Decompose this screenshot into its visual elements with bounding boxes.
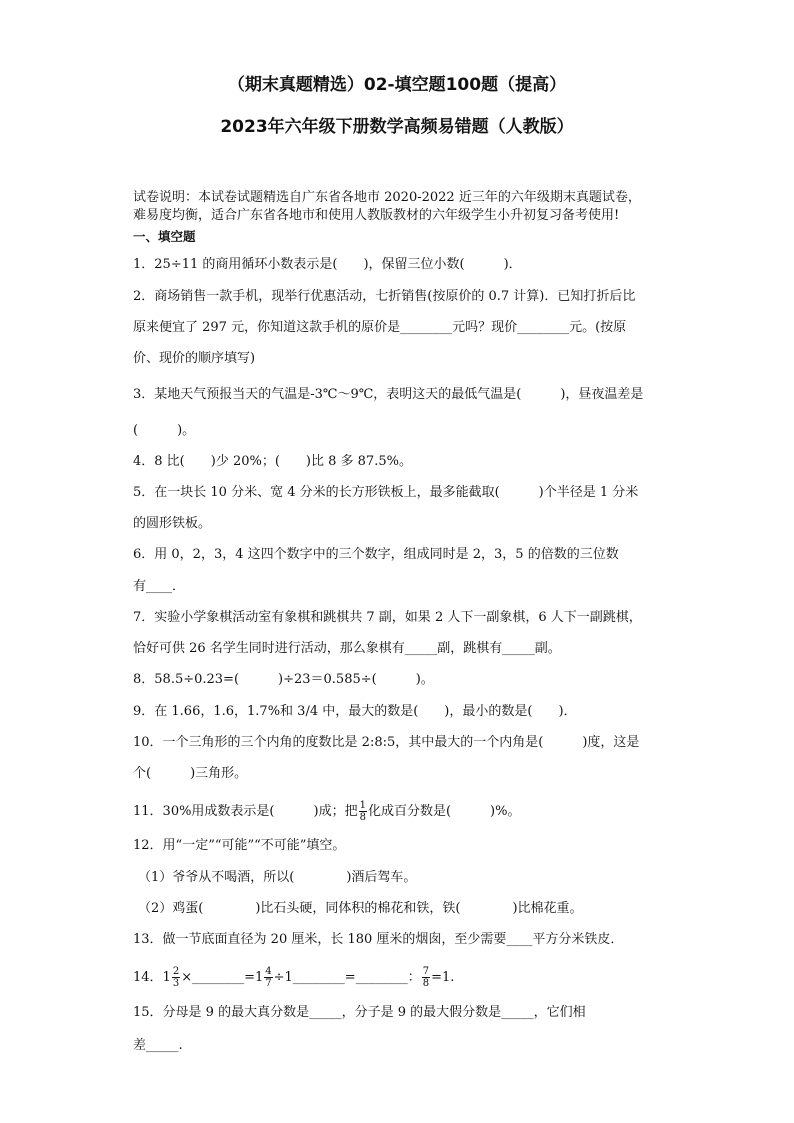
- question-2-line-2: 原来便宜了 297 元，你知道这款手机的原价是________元吗？现价________元。(按原: [133, 320, 627, 335]
- fraction-numerator: 7: [422, 966, 430, 977]
- intro-line-1: 试卷说明：本试卷试题精选自广东省各地市 2020-2022 近三年的六年级期末真题试卷，: [133, 190, 641, 205]
- question-6-line-1: 6．用 0，2，3，4 这四个数字中的三个数字，组成同时是 2，3，5 的倍数的三位数: [133, 547, 619, 562]
- section-heading: 一、填空题: [133, 229, 196, 244]
- question-14: [133, 966, 678, 989]
- fraction-numerator: 2: [172, 966, 180, 977]
- question-1: 1．25÷11 的商用循环小数表示是( )，保留三位小数( )．: [133, 257, 522, 272]
- intro-line-2: 难易度均衡，适合广东省各地市和使用人教版教材的六年级学生小升初复习备考使用!: [133, 208, 620, 223]
- document-title: （期末真题精选）02-填空题100题（提高）: [227, 75, 567, 95]
- question-12-part-2: （2）鸡蛋( )比石头硬，同体积的棉花和铁，铁( )比棉花重。: [138, 901, 583, 916]
- question-10-line-1: 10．一个三角形的三个内角的度数比是 2:8:5，其中最大的一个内角是( )度，这是: [133, 735, 640, 750]
- fraction-numerator: 1: [359, 800, 366, 811]
- question-15-line-2: 差_____.: [133, 1038, 183, 1053]
- question-9: 9．在 1.66，1.6，1.7%和 3/4 中，最大的数是( )，最小的数是( )．: [133, 704, 577, 719]
- question-2-line-3: 价、现价的顺序填写): [133, 351, 256, 366]
- document-subtitle: 2023年六年级下册数学高频易错题（人教版）: [220, 117, 574, 137]
- question-4: 4．8 比( )少 20%；( )比 8 多 87.5%。: [133, 454, 412, 469]
- fraction-one-eighth: [359, 800, 367, 823]
- question-12-part-1: （1）爷爷从不喝酒，所以( )酒后驾车。: [138, 870, 417, 885]
- question-6-line-2: 有____．: [133, 579, 186, 594]
- question-2-line-1: 2．商场销售一款手机，现举行优惠活动，七折销售(按原价的 0.7 计算)．已知打折后比: [133, 289, 636, 304]
- question-7-line-1: 7．实验小学象棋活动室有象棋和跳棋共 7 副，如果 2 人下一副象棋，6 人下一副跳棋，: [133, 610, 642, 625]
- fraction-numerator: 4: [265, 966, 272, 977]
- question-12: 12．用“一定”“可能”“不可能”填空。: [133, 838, 346, 853]
- question-13: 13．做一节底面直径为 20 厘米，长 180 厘米的烟囱，至少需要____平方分米铁皮．: [133, 932, 624, 947]
- fraction-denominator: 8: [422, 978, 430, 989]
- question-14-text-d: =1.: [431, 970, 455, 985]
- question-5-line-1: 5．在一块长 10 分米、宽 4 分米的长方形铁板上，最多能截取( )个半径是 1 分米: [133, 485, 639, 500]
- question-14-text-a: 14．1: [133, 970, 171, 985]
- question-7-line-2: 恰好可供 26 名学生同时进行活动，那么象棋有_____副，跳棋有_____副。: [133, 641, 561, 656]
- fraction-denominator: 3: [172, 978, 180, 989]
- fraction-four-sevenths: [264, 966, 272, 989]
- question-3-line-1: 3．某地天气预报当天的气温是-3℃～9℃，表明这天的最低气温是( )，昼夜温差是: [133, 387, 644, 402]
- question-11-text-before: 11．30%用成数表示是( )成；把: [133, 804, 358, 819]
- question-14-text-b: ×________=1: [181, 970, 264, 985]
- question-3-line-2: ( )。: [133, 423, 196, 438]
- question-11-text-after: 化成百分数是( )%。: [367, 804, 521, 819]
- question-8: 8．58.5÷0.23=( )÷23＝0.585÷( )。: [133, 672, 434, 687]
- question-15-line-1: 15．分母是 9 的最大真分数是_____，分子是 9 的最大假分数是_____，它们相: [133, 1005, 586, 1020]
- fraction-two-thirds: [172, 966, 180, 989]
- fraction-denominator: 8: [359, 812, 366, 823]
- fraction-seven-eighths: [422, 966, 430, 989]
- question-10-line-2: 个( )三角形。: [133, 766, 248, 781]
- fraction-denominator: 7: [265, 978, 272, 989]
- question-14-text-c: ÷1________=________：: [273, 970, 421, 985]
- question-5-line-2: 的圆形铁板。: [133, 516, 212, 531]
- question-11: [133, 800, 678, 823]
